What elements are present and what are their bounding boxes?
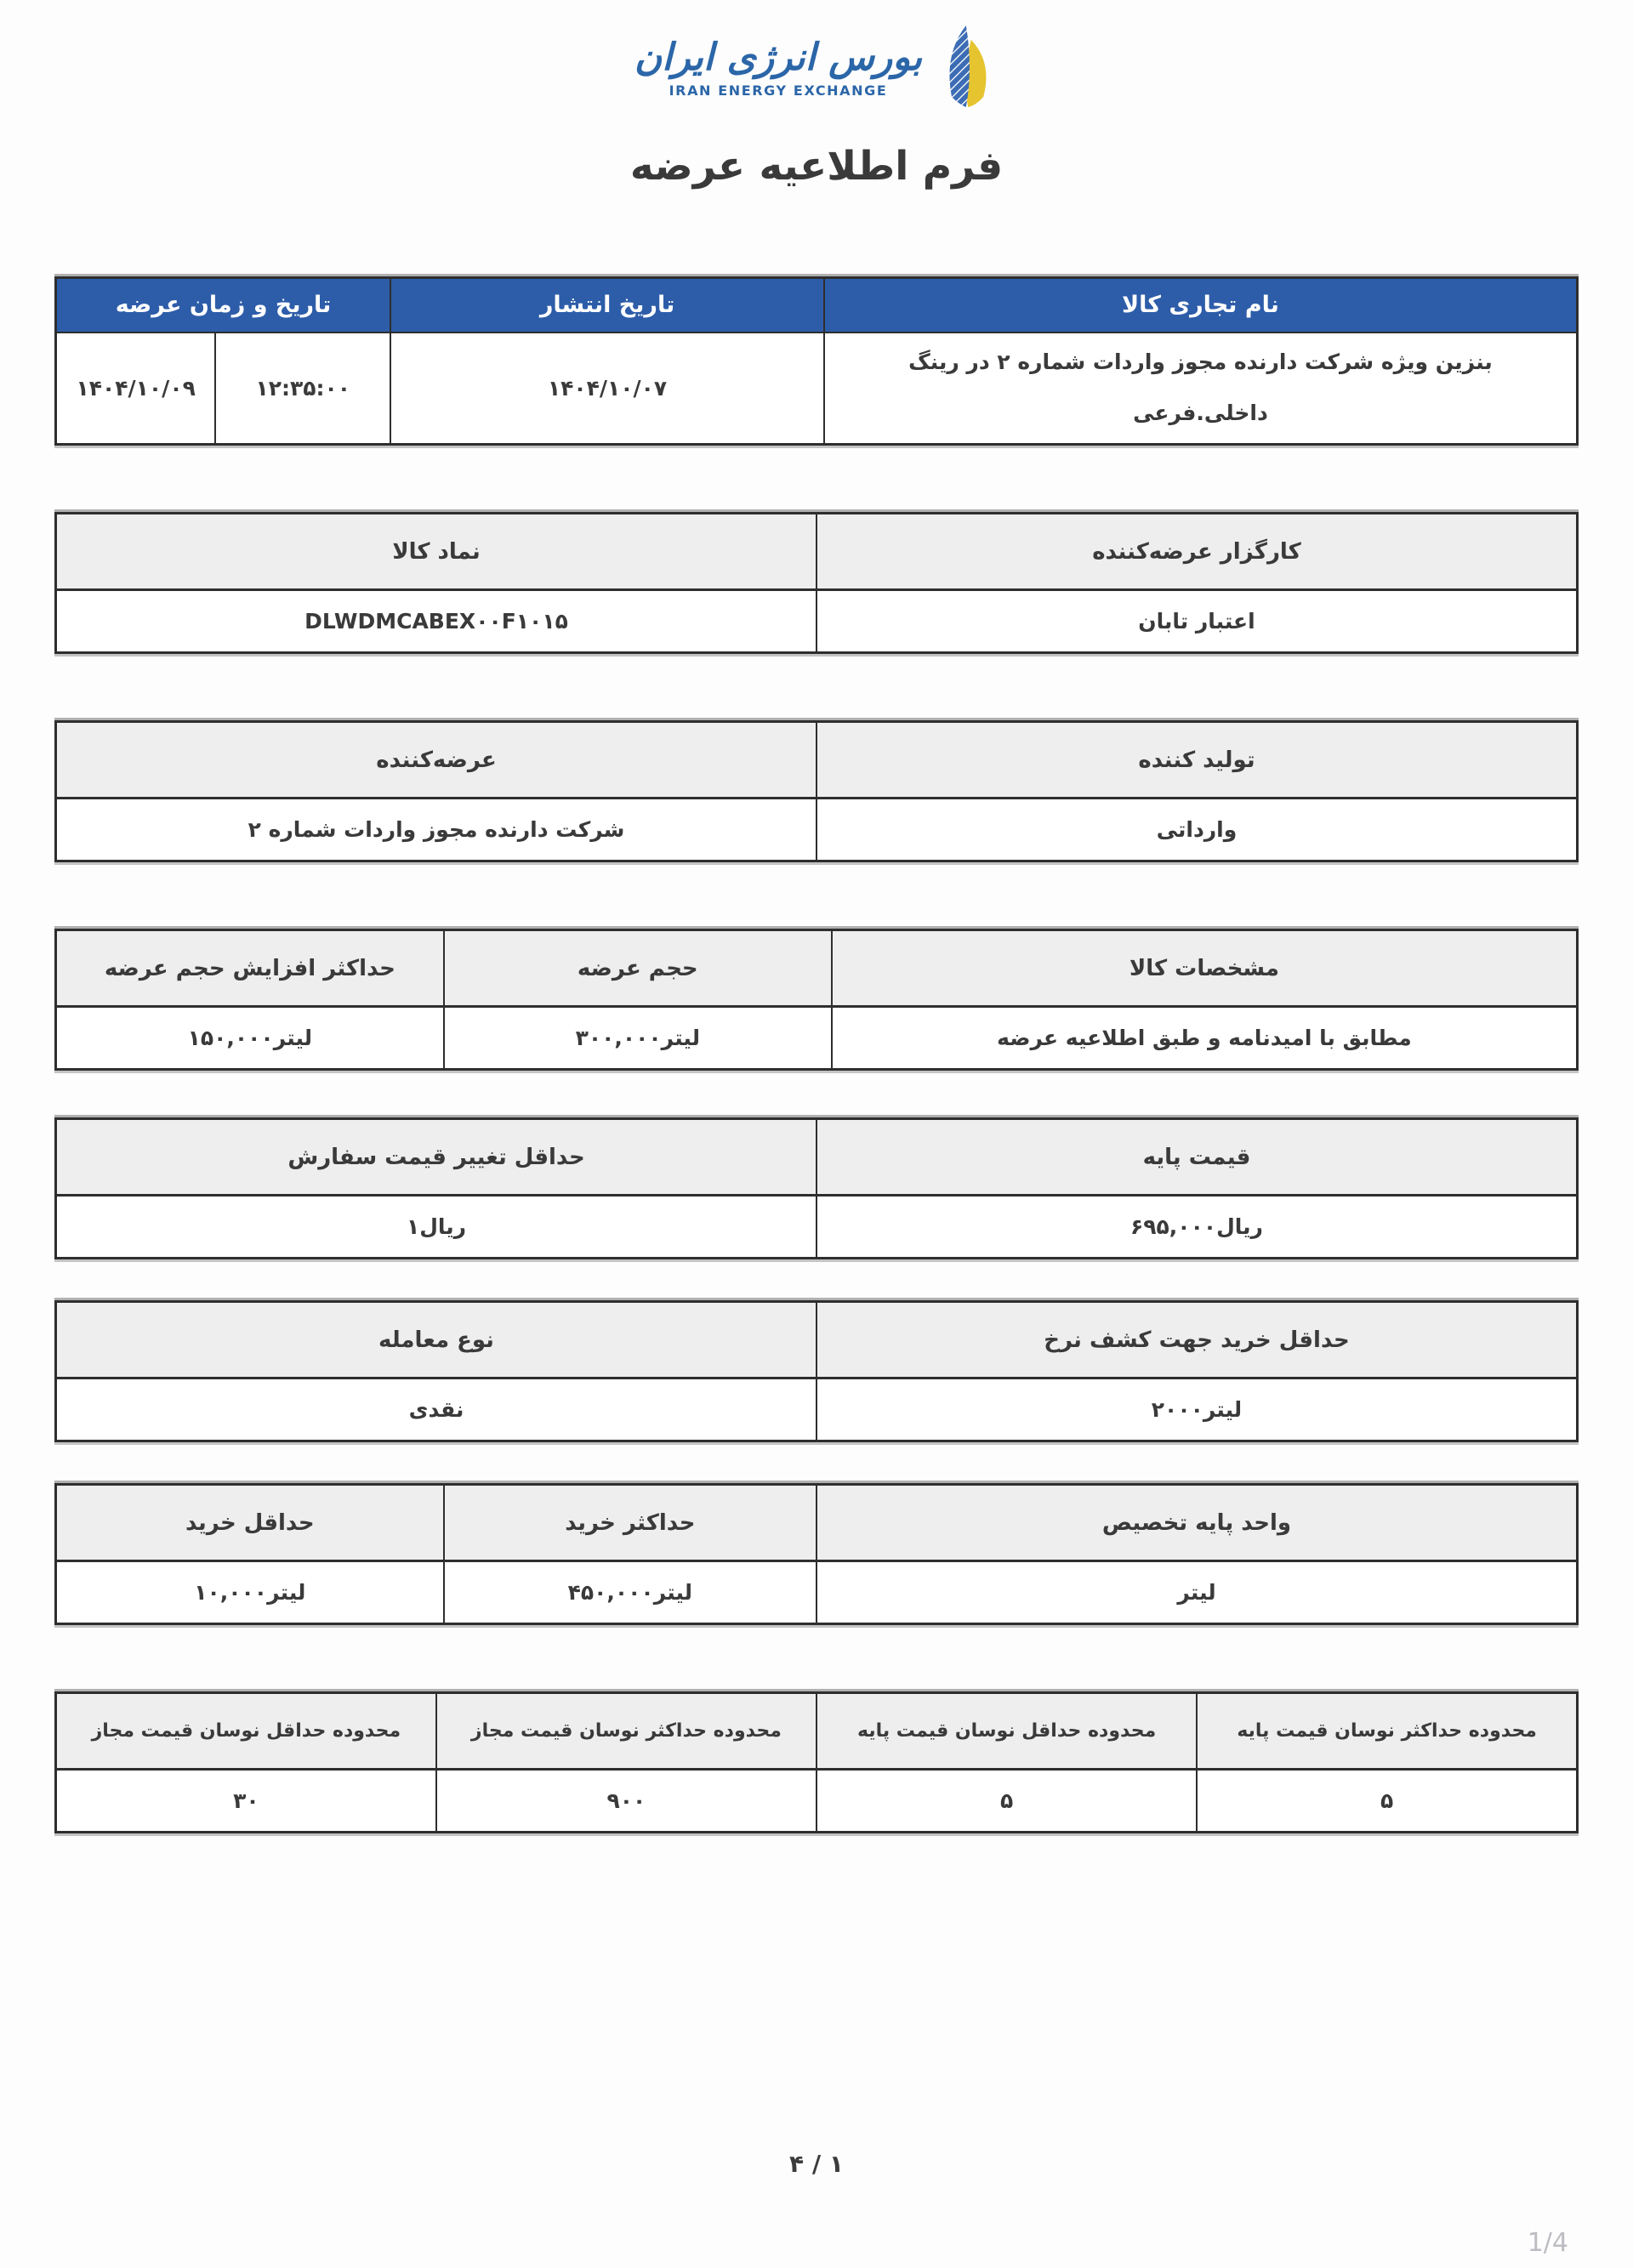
value-max-allowed-price-fluctuation: ۹۰۰ bbox=[436, 1770, 816, 1833]
producer-supplier-table bbox=[54, 720, 1579, 862]
header-supplier: عرضه‌کننده bbox=[56, 722, 817, 799]
value-commodity-symbol: DLWDMCABEX۰۰F۱۰۱۵ bbox=[56, 590, 817, 653]
value-min-allowed-price-fluctuation: ۳۰ bbox=[56, 1770, 436, 1833]
value-allocation-base-unit: لیتر bbox=[816, 1561, 1578, 1624]
header-base-price: قیمت پایه bbox=[816, 1119, 1578, 1196]
value-min-purchase: لیتر۱۰,۰۰۰ bbox=[56, 1561, 444, 1624]
header-max-base-price-fluctuation: محدوده حداکثر نوسان قیمت پایه bbox=[1197, 1693, 1577, 1770]
form-body bbox=[0, 276, 1633, 2178]
header-min-base-price-fluctuation: محدوده حداقل نوسان قیمت پایه bbox=[816, 1693, 1197, 1770]
header-supplier-broker: کارگزار عرضه‌کننده bbox=[816, 514, 1578, 590]
header-commodity-symbol: نماد کالا bbox=[56, 514, 817, 590]
value-offer-volume: لیتر۳۰۰,۰۰۰ bbox=[444, 1007, 832, 1070]
value-producer: وارداتی bbox=[816, 799, 1578, 861]
header-publish-date: تاریخ انتشار bbox=[390, 278, 824, 333]
price-fluctuation-limits-table bbox=[54, 1691, 1579, 1833]
value-base-price: ریال۶۹۵,۰۰۰ bbox=[816, 1196, 1578, 1259]
value-offer-time: ۱۲:۳۵:۰۰ bbox=[215, 333, 390, 445]
value-supplier-broker: اعتبار تابان bbox=[816, 590, 1578, 653]
offer-info-table bbox=[54, 276, 1579, 446]
header-min-purchase: حداقل خرید bbox=[56, 1485, 444, 1561]
header-min-order-price-change: حداقل تغییر قیمت سفارش bbox=[56, 1119, 817, 1196]
value-publish-date: ۱۴۰۴/۱۰/۰۷ bbox=[390, 333, 824, 445]
value-max-purchase: لیتر۴۵۰,۰۰۰ bbox=[444, 1561, 816, 1624]
logo-title-en: IRAN ENERGY EXCHANGE bbox=[669, 82, 888, 99]
header-max-volume-increase: حداکثر افزایش حجم عرضه bbox=[56, 930, 444, 1007]
value-supplier: شرکت دارنده مجوز واردات شماره ۲ bbox=[56, 799, 817, 861]
value-min-base-price-fluctuation: ۵ bbox=[816, 1770, 1197, 1833]
value-trade-type: نقدی bbox=[56, 1378, 817, 1441]
form-title: فرم اطلاعیه عرضه bbox=[629, 143, 1004, 190]
iranex-leaf-logo-icon bbox=[936, 26, 999, 111]
logo-text-block bbox=[634, 37, 922, 99]
header-commodity-specs: مشخصات کالا bbox=[832, 930, 1578, 1007]
header-min-purchase-price-discovery: حداقل خرید جهت کشف نرخ bbox=[816, 1302, 1578, 1378]
header-offer-datetime: تاریخ و زمان عرضه bbox=[56, 278, 391, 333]
value-min-purchase-price-discovery: لیتر۲۰۰۰ bbox=[816, 1378, 1578, 1441]
base-price-table bbox=[54, 1117, 1579, 1259]
broker-symbol-table bbox=[54, 512, 1579, 654]
iranex-logo bbox=[0, 0, 1633, 111]
header-commodity-trade-name: نام تجاری کالا bbox=[824, 278, 1578, 333]
header-allocation-base-unit: واحد پایه تخصیص bbox=[816, 1485, 1578, 1561]
value-offer-date: ۱۴۰۴/۱۰/۰۹ bbox=[56, 333, 216, 445]
logo-title-fa: بورس انرژی ایران bbox=[634, 35, 923, 79]
page-corner-number: 1/4 bbox=[1527, 2228, 1568, 2258]
header-producer: تولید کننده bbox=[816, 722, 1578, 799]
header-trade-type: نوع معامله bbox=[56, 1302, 817, 1378]
header-min-allowed-price-fluctuation: محدوده حداقل نوسان قیمت مجاز bbox=[56, 1693, 436, 1770]
header-offer-volume: حجم عرضه bbox=[444, 930, 832, 1007]
allocation-unit-table bbox=[54, 1483, 1579, 1625]
header-max-purchase: حداکثر خرید bbox=[444, 1485, 816, 1561]
commodity-specs-table bbox=[54, 929, 1579, 1071]
page-number: ۴ / ۱ bbox=[789, 2150, 844, 2178]
value-max-volume-increase: لیتر۱۵۰,۰۰۰ bbox=[56, 1007, 444, 1070]
value-max-base-price-fluctuation: ۵ bbox=[1197, 1770, 1577, 1833]
header-max-allowed-price-fluctuation: محدوده حداکثر نوسان قیمت مجاز bbox=[436, 1693, 816, 1770]
value-min-order-price-change: ریال۱ bbox=[56, 1196, 817, 1259]
value-commodity-trade-name: بنزین ویژه شرکت دارنده مجوز واردات شماره ۲ در رینگ داخلی.فرعی bbox=[824, 333, 1578, 445]
value-commodity-specs: مطابق با امیدنامه و طبق اطلاعیه عرضه bbox=[832, 1007, 1578, 1070]
trade-type-table bbox=[54, 1300, 1579, 1442]
